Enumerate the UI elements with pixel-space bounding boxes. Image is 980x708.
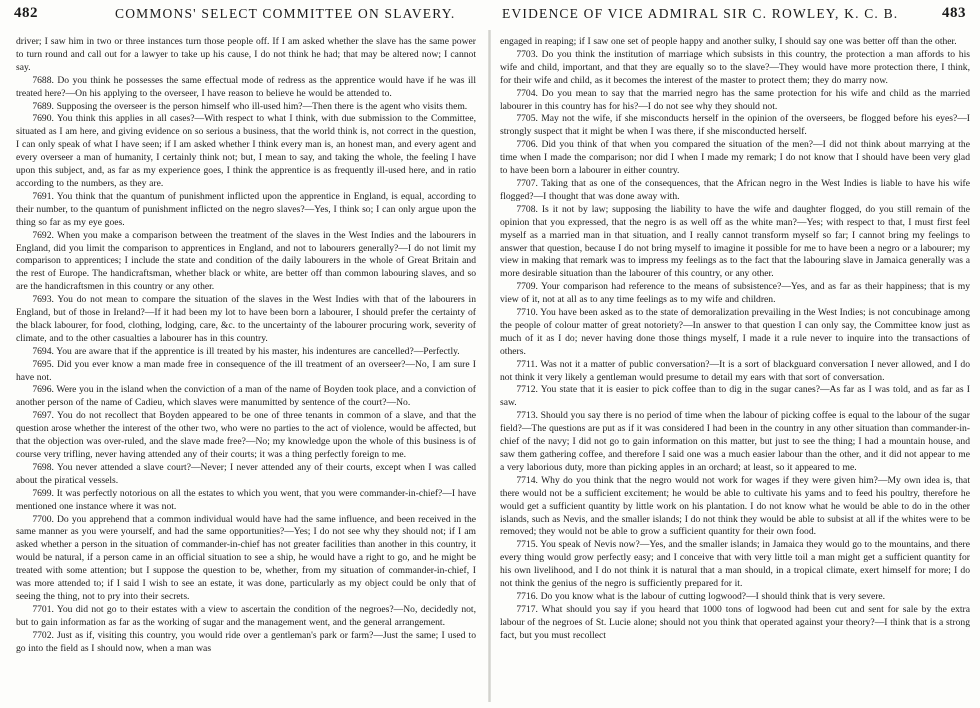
paragraph: 7704. Do you mean to say that the married negro has the same protection for his wife and child as the married labourer in this country has for his?—I do not see why they should not. bbox=[500, 87, 970, 112]
paragraph: 7691. You think that the quantum of punishment inflicted upon the apprentice in England, is equal, according to their number, to the quantum of punishment inflicted on the negro slaves?—Yes, I think so; I can only argue upon the thing so far as my eye goes. bbox=[16, 190, 476, 228]
paragraph: 7701. You did not go to their estates with a view to ascertain the condition of the negroes?—No, decidedly not, but to gain information as far as the working of sugar and the management went, and the general arrangement. bbox=[16, 603, 476, 628]
paragraph: 7693. You do not mean to compare the situation of the slaves in the West Indies with that of the labourers in England, but of those in Ireland?—If it had been my lot to have been born a labourer, I should prefer the certainty of the black labourer, for food, clothing, lodging, care, &c. to the uncertainty of the labourer procuring work, severity of climate, and to the other casualties a labourer has in this country. bbox=[16, 294, 476, 344]
paragraph: 7709. Your comparison had reference to the means of subsistence?—Yes, and as far as their happiness; that is my view of it, not at all as to any time feelings as to my wife and children. bbox=[500, 281, 970, 306]
book-gutter bbox=[488, 30, 491, 702]
paragraph: 7700. Do you apprehend that a common individual would have had the same influence, and been received in the same manner as you were yourself, and had the same opportunities?—Yes; I do not see why they should not; if I am asked whether a person in the situation of commander-in-chief has not greater facilities than another in this country, it would be natural, if a person came in an official situation to see a ship, he would have a right to go, and he might be treated with some attention; but I suppose the question to be, whether, from my situation of commander-in-chief, I was more attended to; if I said I wish to see an estate, it was done, particularly as my object could be only that of seeing the thing, not to pry into their secrets. bbox=[16, 513, 476, 602]
paragraph: 7710. You have been asked as to the state of demoralization prevailing in the West Indies; is not concubinage among the people of colour matter of great notoriety?—In answer to that question I can only say, the Committee know just as much of it as I do; never having done those things myself, I made it a rule never to inquire into the transactions of others. bbox=[500, 307, 970, 357]
paragraph: 7696. Were you in the island when the conviction of a man of the name of Boyden took place, and a conviction of another person of the name of Cadieu, which slaves were manumitted by sentence of the court?—No. bbox=[16, 384, 476, 409]
paragraph: 7695. Did you ever know a man made free in consequence of the ill treatment of an overseer?—No, I am sure I have not. bbox=[16, 358, 476, 383]
paragraph: 7690. You think this applies in all cases?—With respect to what I think, with due submission to the Committee, situated as I am here, and giving evidence on so serious a business, that the world think is, not correct in the question, I can only speak of what I have seen; if I am asked whether I think every man is, an honest man, and every agent and every overseer a man of humanity, I certainly think not; but, I mean to say, and taking the whole, the feeling I have upon this subject, and, as far as my experience goes, I think the apprentice is as frequently ill-used here, and in ratio according to the numbers, as they are. bbox=[16, 113, 476, 189]
paragraph: 7716. Do you know what is the labour of cutting logwood?—I should think that is very severe. bbox=[516, 590, 886, 602]
paragraph: 7706. Did you think of that when you compared the situation of the men?—I did not think about marrying at the time when I made the comparison; nor did I when I made my remark; I do not know that I should have been very glad to have been born a labourer in either country. bbox=[500, 139, 970, 177]
paragraph: 7697. You do not recollect that Boyden appeared to be one of three tenants in common of a slave, and that the question arose whether the interest of the other two, who were no parties to the act of violence, would be affected, but that the objection was over-ruled, and the slave made free?—No; my knowledge upon the whole of this business is of course very trifling, never having attended any of their courts; it was a thing perfectly foreign to me. bbox=[16, 410, 476, 460]
page-number: 482 bbox=[14, 5, 38, 21]
paragraph: 7717. What should you say if you heard that 1000 tons of logwood had been cut and sent for sale by the extra labour of the negroes of St. Lucie alone; should not you think that operated against your theory?—I think that is a strong fact, but you must recollect bbox=[500, 603, 970, 641]
paragraph: 7715. You speak of Nevis now?—Yes, and the smaller islands; in Jamaica they would go to the mountains, and there every thing would grow perfectly easy; and I conceive that with very little toil a man might get a sufficient quantity for his own livelihood, and I do not think it is natural that a man should, in a tropical climate, exert himself for more; I do not think the genius of the negro is sufficiently prepared for it. bbox=[500, 539, 970, 590]
paragraph: 7705. May not the wife, if she misconducts herself in the opinion of the overseers, be flogged before his eyes?—I strongly suspect that it might be when I was there, if she misconducted herself. bbox=[500, 113, 970, 138]
paragraph: 7707. Taking that as one of the consequences, that the African negro in the West Indies is liable to have his wife flogged?—I thought that was done away with. bbox=[500, 177, 970, 202]
right-body-text bbox=[500, 36, 970, 643]
running-title: COMMONS' SELECT COMMITTEE ON SLAVERY. bbox=[115, 6, 456, 21]
paragraph: driver; I saw him in two or three instances turn those people off. If I am asked whether the slave has the same power to turn round and call out for a lawyer to take up his cause, I do not think he had; that may be altered now; I cannot say. bbox=[16, 36, 476, 73]
paragraph: 7702. Just as if, visiting this country, you would ride over a gentleman's park or farm?—Just the same; I used to go into the field as I should now, when a man was bbox=[16, 629, 476, 654]
left-body-text bbox=[16, 36, 476, 656]
paragraph: 7688. Do you think he possesses the same effectual mode of redress as the apprentice would have if he was ill treated here?—On his applying to the overseer, I have reason to believe he would be attended to. bbox=[16, 74, 476, 99]
running-title: EVIDENCE OF VICE ADMIRAL SIR C. ROWLEY, K. C. B. bbox=[502, 6, 899, 21]
paragraph: 7713. Should you say there is no period of time when the labour of picking coffee is equal to the labour of the sugar field?—The questions are put as if it was considered I had been in the country in any other situation than commander-in-chief of the navy; I did not go to gain information on this matter, but just to see the thing; I had a mountain house, and saw them gathering coffee, and therefore I said one was a much easier labour than the other, and it did not appear to me a very laborious duty, more than picking apples in an orchard; at least, so it appeared to me. bbox=[500, 410, 970, 473]
paragraph: 7711. Was not it a matter of public conversation?—It is a sort of blackguard conversation I never allowed, and I do not think it very likely a gentleman would presume to detail my ears with that sort of conversation. bbox=[500, 358, 970, 383]
right-page bbox=[492, 0, 980, 708]
left-page bbox=[0, 0, 486, 708]
paragraph: 7698. You never attended a slave court?—Never; I never attended any of their courts, except when I was called about the piratical vessels. bbox=[16, 461, 476, 486]
left-running-head bbox=[14, 5, 486, 27]
paragraph: 7699. It was perfectly notorious on all the estates to which you went, that you were commander-in-chief?—I have mentioned one instance where it was not. bbox=[16, 487, 476, 512]
paragraph: 7694. You are aware that if the apprentice is ill treated by his master, his indentures are cancelled?—Perfectly. bbox=[32, 345, 460, 357]
paragraph: engaged in reaping; if I saw one set of people happy and another sulky, I should say one was better off than the other. bbox=[500, 36, 957, 47]
paragraph: 7714. Why do you think that the negro would not work for wages if they were given him?—My own idea is, that there would not be a sufficient excitement; he would be able to cultivate his yams and to feed his poultry, therefore he would get a sufficient quantity by little work on his plantation. I do not know what he would be able to do in the other islands, such as Nevis, and the smaller islands; I do not think they would be able to subsist at all if the whites were to be removed; they would not be able to grow a sufficient quantity for their own food. bbox=[500, 474, 970, 538]
page-number: 483 bbox=[942, 5, 966, 21]
paragraph: 7708. Is it not by law; supposing the liability to have the wife and daughter flogged, do you still remain of the opinion that you expressed, that the negro is as well off as the white man?—Yes; with respect to that, I must first feel myself as a married man in that situation, and I really cannot transform myself so far; I cannot bring my feelings to answer that question, because I do not bring myself to imagine it possible for me to have been a negro or a labourer; my view in making that remark was to impress my feelings as to the fact that the labouring slave in Jamaica generally was a more desirable situation than the labourer of this country, or any other. bbox=[500, 203, 970, 280]
paragraph: 7692. When you make a comparison between the treatment of the slaves in the West Indies and the labourers in England, did you limit the comparison to apprentices in England, and not to labourers generally?—I do not limit my comparison to apprentices; I include the state and condition of the daily labourers in the whole of Great Britain and the rest of Europe. The handicraftsman, whether black or white, are better off than common labouring slaves, and so are the handicraftsmen in this country or any other. bbox=[16, 229, 476, 293]
paragraph: 7712. You state that it is easier to pick coffee than to dig in the sugar canes?—As far as I was told, and as far as I saw. bbox=[500, 384, 970, 409]
right-running-head bbox=[502, 5, 966, 27]
paragraph: 7703. Do you think the institution of marriage which subsists in this country, the protection a man affords to his wife and child, important, and that they are equally so to the slave?—They would have more protection there, I think, for their wife and child, as it becomes the interest of the master to protect them; they do marry now. bbox=[500, 48, 970, 86]
paragraph: 7689. Supposing the overseer is the person himself who ill-used him?—Then there is the agent who visits them. bbox=[32, 100, 468, 112]
